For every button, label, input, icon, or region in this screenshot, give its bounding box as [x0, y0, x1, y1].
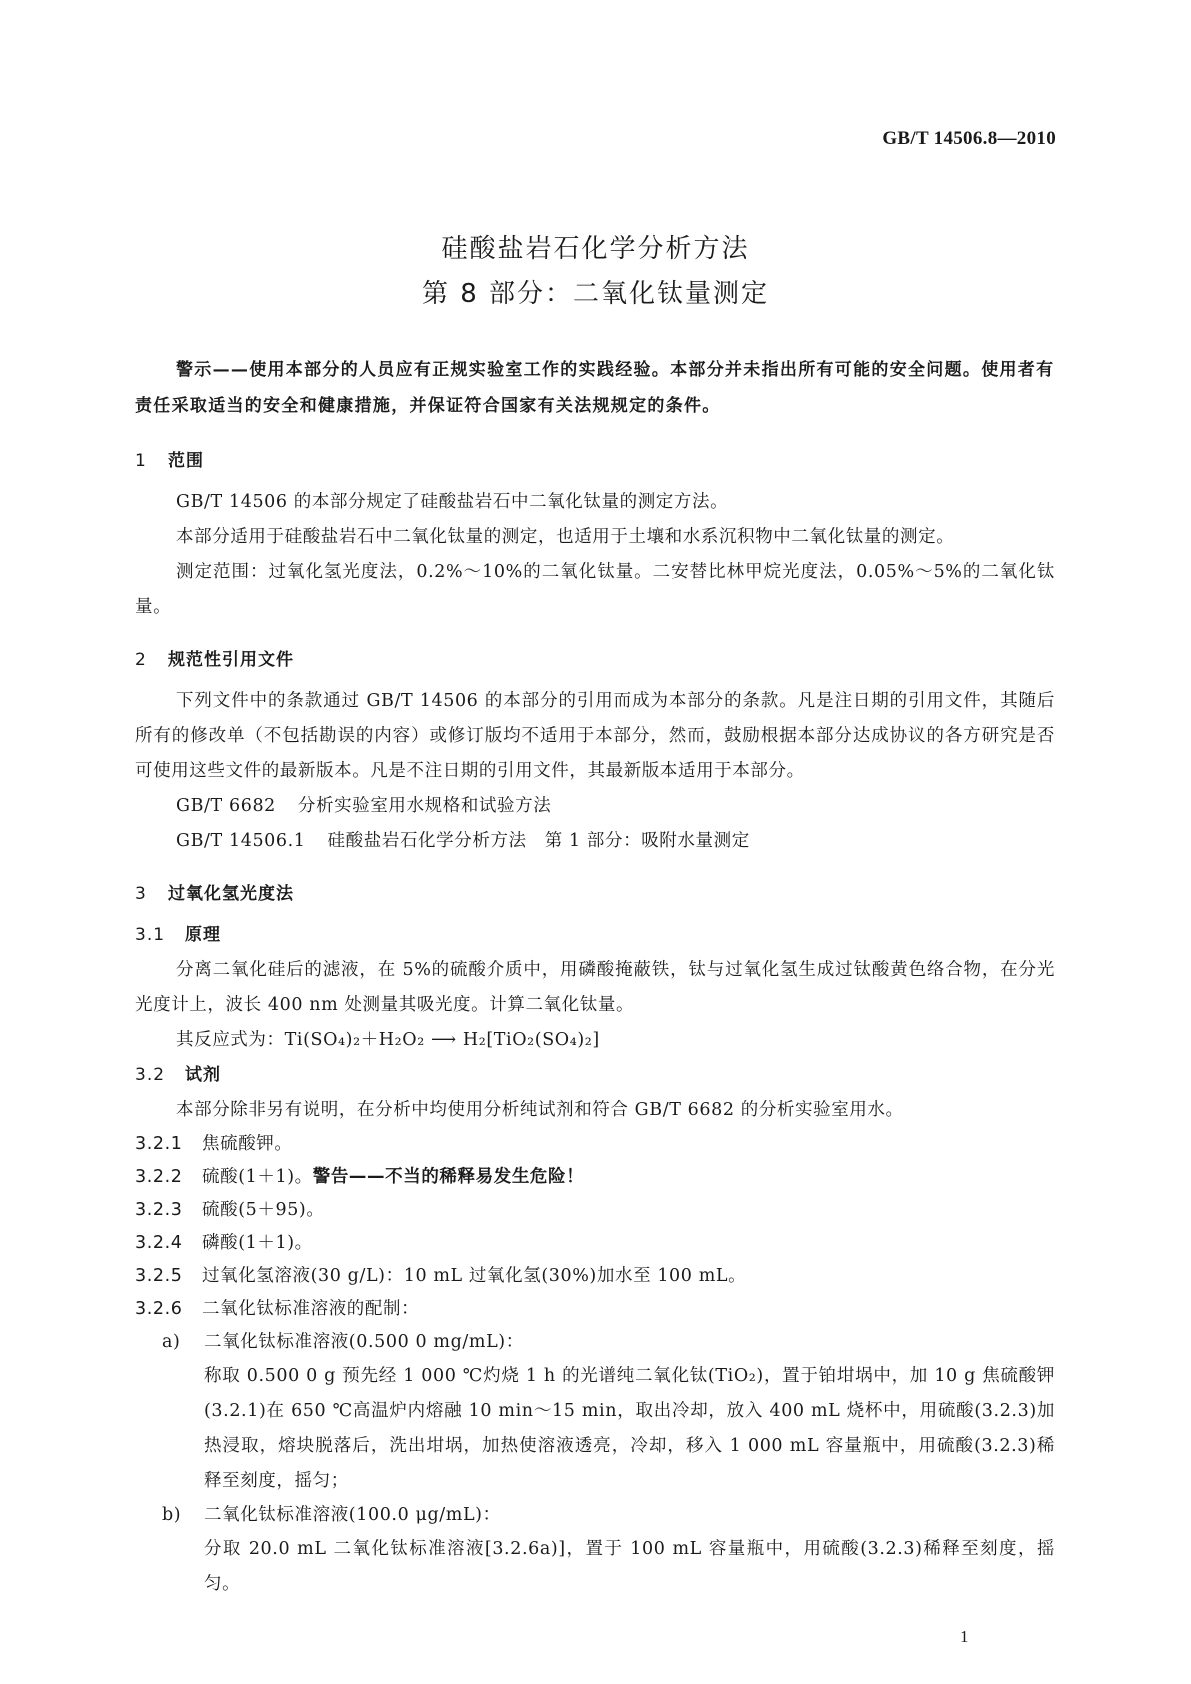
section-title: 规范性引用文件 [168, 650, 294, 670]
reagent-item [135, 1293, 1055, 1326]
item-text: 焦硫酸钾。 [202, 1134, 293, 1154]
item-text: 二氧化钛标准溶液的配制： [202, 1299, 420, 1319]
section-3-heading [135, 879, 1055, 904]
reagent-item [135, 1227, 1055, 1260]
item-number: 3.2.6 [135, 1299, 183, 1319]
reagent-item [135, 1128, 1055, 1161]
item-number: 3.2.1 [135, 1134, 183, 1154]
reference-title: 分析实验室用水规格和试验方法 [297, 796, 552, 816]
reference-item [135, 824, 1055, 859]
section-number: 3.1 [135, 925, 166, 945]
reference-code: GB/T 14506.1 [176, 831, 306, 851]
item-warning: 警告——不当的稀释易发生危险！ [312, 1167, 585, 1187]
paragraph: 测定范围：过氧化氢光度法，0.2%～10%的二氧化钛量。二安替比林甲烷光度法，0.05%～5%的二氧化钛量。 [135, 562, 1055, 617]
item-text: 硫酸(5＋95)。 [202, 1200, 325, 1220]
document-body [135, 352, 1055, 1602]
reaction-formula: Ti(SO₄)₂＋H₂O₂ ⟶ H₂[TiO₂(SO₄)₂] [284, 1030, 600, 1050]
section-title: 范围 [168, 451, 204, 471]
page-number: 1 [960, 1627, 969, 1646]
sub-item-title: 二氧化钛标准溶液(0.500 0 mg/mL)： [204, 1332, 524, 1352]
safety-warning: 警示——使用本部分的人员应有正规实验室工作的实践经验。本部分并未指出所有可能的安全问题。使用者有责任采取适当的安全和健康措施，并保证符合国家有关法规规定的条件。 [135, 360, 1055, 416]
section-3-2-heading [135, 1058, 1055, 1093]
section-title: 原理 [185, 925, 221, 945]
reference-title: 硅酸盐岩石化学分析方法 第 1 部分：吸附水量测定 [327, 831, 750, 851]
section-number: 3 [135, 884, 147, 904]
section-title: 试剂 [185, 1065, 221, 1085]
section-1-heading [135, 446, 1055, 471]
paragraph: 本部分除非另有说明，在分析中均使用分析纯试剂和符合 GB/T 6682 的分析实验室用水。 [176, 1100, 904, 1120]
sub-item-body: 称取 0.500 0 g 预先经 1 000 ℃灼烧 1 h 的光谱纯二氧化钛(TiO₂)，置于铂坩埚中，加 10 g 焦硫酸钾(3.2.1)在 650 ℃高温炉内熔融 10 min～15 min，取出冷却，放入 400 mL 烧杯中，用硫酸(3.2.3)加热浸取，熔块脱落后，洗出坩埚，加热使溶液透亮，冷却，移入 1 000 mL 容量瓶中，用硫酸(3.2.3)稀释至刻度，摇匀； [204, 1366, 1055, 1491]
paragraph: 本部分适用于硅酸盐岩石中二氧化钛量的测定，也适用于土壤和水系沉积物中二氧化钛量的测定。 [176, 527, 955, 547]
section-3-1-heading [135, 918, 1055, 953]
sub-item-a [135, 1326, 1055, 1359]
sub-item-letter: a) [162, 1332, 181, 1352]
reagent-item [135, 1161, 1055, 1194]
section-number: 2 [135, 650, 147, 670]
sub-item-letter: b) [162, 1505, 182, 1525]
sub-item-body: 分取 20.0 mL 二氧化钛标准溶液[3.2.6a)]，置于 100 mL 容量瓶中，用硫酸(3.2.3)稀释至刻度，摇匀。 [204, 1539, 1055, 1594]
paragraph: GB/T 14506 的本部分规定了硅酸盐岩石中二氧化钛量的测定方法。 [176, 492, 729, 512]
section-number: 3.2 [135, 1065, 166, 1085]
reference-code: GB/T 6682 [176, 796, 276, 816]
document-title: 硅酸盐岩石化学分析方法 [441, 234, 750, 264]
sub-item-title: 二氧化钛标准溶液(100.0 μg/mL)： [204, 1505, 501, 1525]
section-title: 过氧化氢光度法 [168, 884, 294, 904]
item-text: 磷酸(1＋1)。 [202, 1233, 313, 1253]
reaction-prefix: 其反应式为： [176, 1030, 285, 1050]
item-number: 3.2.2 [135, 1167, 183, 1187]
section-2-heading [135, 645, 1055, 670]
standard-code: GB/T 14506.8—2010 [882, 128, 1056, 149]
document-subtitle: 第 8 部分：二氧化钛量测定 [421, 279, 770, 309]
sub-item-b [135, 1499, 1055, 1532]
reagent-item [135, 1194, 1055, 1227]
item-number: 3.2.5 [135, 1266, 183, 1286]
item-number: 3.2.3 [135, 1200, 183, 1220]
item-text: 过氧化氢溶液(30 g/L)：10 mL 过氧化氢(30%)加水至 100 mL。 [202, 1266, 747, 1286]
section-number: 1 [135, 451, 147, 471]
reaction-equation [135, 1023, 1055, 1058]
reference-item [135, 789, 1055, 824]
item-text: 硫酸(1＋1)。 [202, 1167, 313, 1187]
paragraph: 分离二氧化硅后的滤液，在 5%的硫酸介质中，用磷酸掩蔽铁，钛与过氧化氢生成过钛酸黄色络合物，在分光光度计上，波长 400 nm 处测量其吸光度。计算二氧化钛量。 [135, 960, 1055, 1015]
item-number: 3.2.4 [135, 1233, 183, 1253]
paragraph: 下列文件中的条款通过 GB/T 14506 的本部分的引用而成为本部分的条款。凡是注日期的引用文件，其随后所有的修改单（不包括勘误的内容）或修订版均不适用于本部分，然而，鼓励根据本部分达成协议的各方研究是否可使用这些文件的最新版本。凡是不注日期的引用文件，其最新版本适用于本部分。 [135, 691, 1055, 781]
reagent-item [135, 1260, 1055, 1293]
